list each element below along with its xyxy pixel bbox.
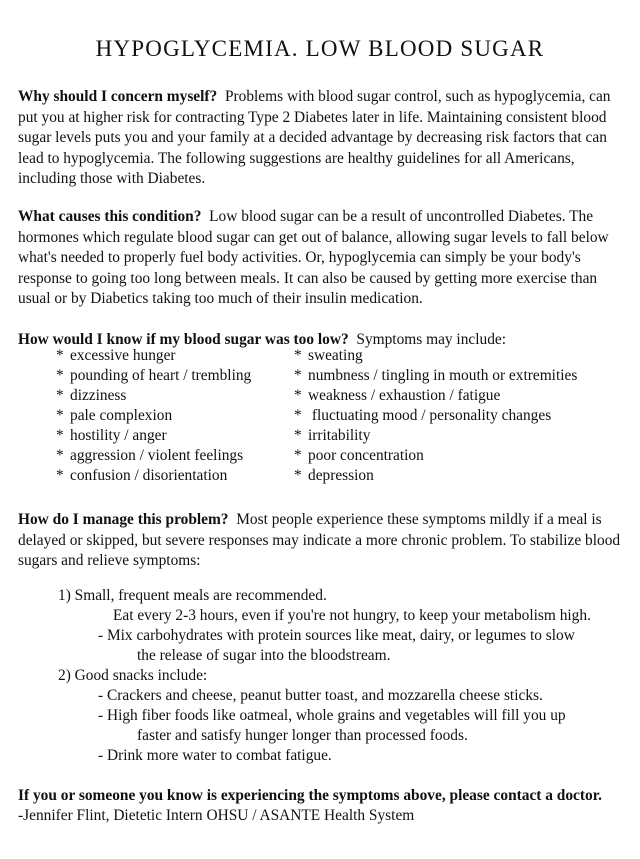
bullet-star: * [56, 467, 64, 484]
list-item: * weakness / exhaustion / fatigue [294, 387, 501, 404]
step-1: 1) Small, frequent meals are recommended. [58, 587, 327, 604]
author-signature: -Jennifer Flint, Dietetic Intern OHSU / ASANTE Health System [18, 807, 415, 824]
list-item: * confusion / disorientation [56, 467, 228, 484]
list-item: * poor concentration [294, 447, 424, 464]
list-item: * depression [294, 467, 374, 484]
step-2-bullet-c: - Drink more water to combat fatigue. [98, 747, 332, 764]
list-item: * numbness / tingling in mouth or extremities [294, 367, 578, 384]
causes-paragraph [18, 207, 628, 310]
step-1-bullet-cont: the release of sugar into the bloodstream. [137, 647, 391, 664]
bullet-star: * [294, 367, 302, 384]
bullet-star: * [294, 427, 302, 444]
contact-doctor-note: If you or someone you know is experiencing the symptoms above, please contact a doctor. [18, 787, 602, 804]
step-2-bullet-b: - High fiber foods like oatmeal, whole grains and vegetables will fill you up [98, 707, 566, 724]
list-item: * dizziness [56, 387, 127, 404]
bullet-star: * [294, 387, 302, 404]
page-title: HYPOGLYCEMIA. LOW BLOOD SUGAR [95, 36, 545, 61]
step-1-bullet: - Mix carbohydrates with protein sources like meat, dairy, or legumes to slow [98, 627, 575, 644]
list-item: * irritability [294, 427, 371, 444]
symptoms-left-list [56, 346, 251, 486]
bullet-star: * [56, 387, 64, 404]
list-item: * aggression / violent feelings [56, 447, 244, 464]
bullet-star: * [56, 427, 64, 444]
list-item: * sweating [294, 347, 363, 364]
why-text: Problems with blood sugar control, such as hypoglycemia, can put you at higher risk for contracting Type 2 Diabetes later in life. Maintaining consistent blood sugar levels puts you and your family at a decided advantage by decreasing risk factors that can lead to hypoglycemia. The following suggestions are healthy guidelines for all Americans, including those with Diabetes. [18, 88, 611, 187]
step-1-detail: Eat every 2-3 hours, even if you're not hungry, to keep your metabolism high. [113, 607, 591, 624]
symptoms-intro: Symptoms may include: [356, 331, 507, 348]
manage-paragraph [18, 510, 628, 572]
why-question: Why should I concern myself? [18, 88, 218, 105]
bullet-star: * [56, 407, 64, 424]
bullet-star: * [56, 347, 64, 364]
manage-question: How do I manage this problem? [18, 511, 229, 528]
step-2: 2) Good snacks include: [58, 667, 208, 684]
list-item: * hostility / anger [56, 427, 167, 444]
symptoms-right-list [294, 346, 577, 486]
causes-question: What causes this condition? [18, 208, 202, 225]
list-item: * pounding of heart / trembling [56, 367, 252, 384]
why-paragraph [18, 87, 628, 190]
causes-text: Low blood sugar can be a result of uncontrolled Diabetes. The hormones which regulate blood sugar can get out of balance, allowing sugar levels to fall below what's needed to properly fuel body activities. Or, hypoglycemia can simply be your body's response to going too long between meals. It can also be caused by getting more exercise than usual or by Diabetics taking too much of their insulin medication. [18, 208, 609, 307]
step-2-bullet-b-cont: faster and satisfy hunger longer than processed foods. [137, 727, 468, 744]
step-2-bullet-a: - Crackers and cheese, peanut butter toast, and mozzarella cheese sticks. [98, 687, 543, 704]
bullet-star: * [294, 467, 302, 484]
list-item: * pale complexion [56, 407, 173, 424]
bullet-star: * [56, 447, 64, 464]
bullet-star: * [294, 447, 302, 464]
list-item: * excessive hunger [56, 347, 176, 364]
bullet-star: * [294, 407, 302, 424]
bullet-star: * [294, 347, 302, 364]
symptoms-question: How would I know if my blood sugar was too low? [18, 331, 349, 348]
bullet-star: * [56, 367, 64, 384]
list-item: * fluctuating mood / personality changes [294, 407, 552, 424]
manage-text: Most people experience these symptoms mildly if a meal is delayed or skipped, but severe responses may indicate a more chronic problem. To stabilize blood sugars and relieve symptoms: [18, 511, 621, 569]
